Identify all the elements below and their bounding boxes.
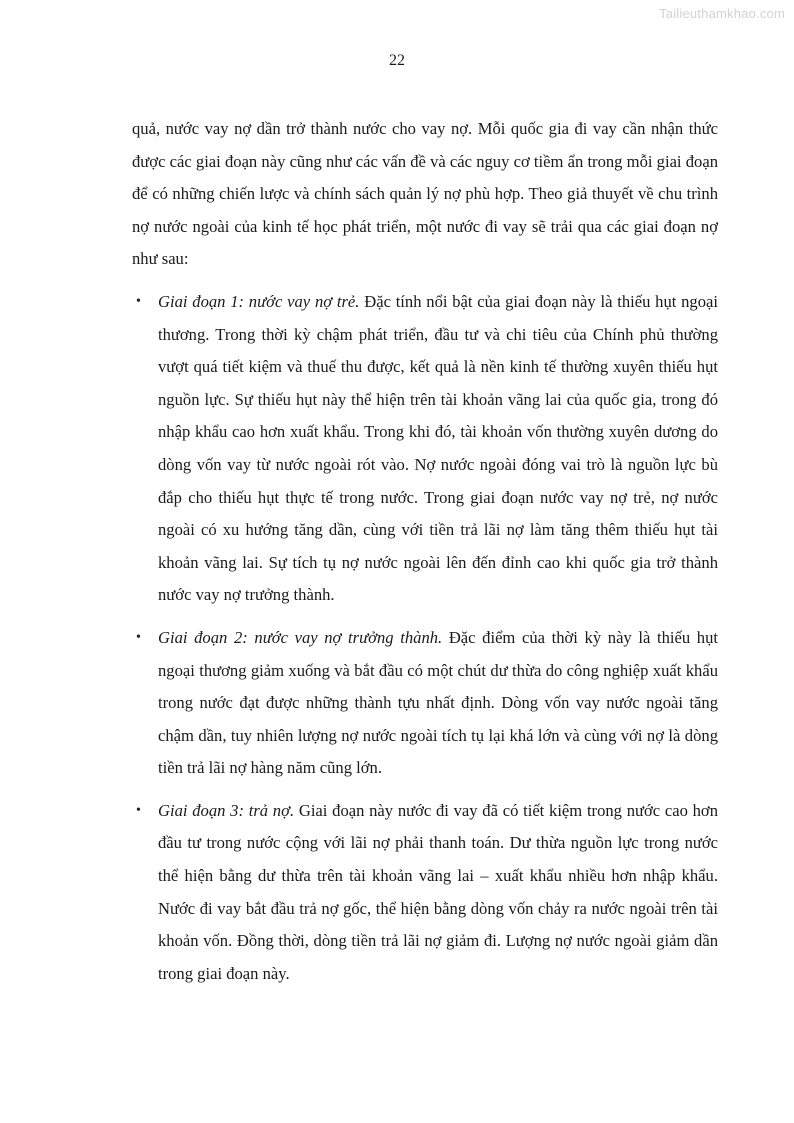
stage-2-text: Đặc điểm của thời kỳ này là thiếu hụt ngoại thương giảm xuống và bắt đầu có một chút dư thừa do công nghiệp xuất khẩu trong nước đạt được những thành tựu nhất định. Dòng vốn vay nước ngoài tăng chậm dần, tuy nhiên lượng nợ nước ngoài tích tụ lại khá lớn và cùng với nợ là dòng tiền trả lãi nợ hàng năm cũng lớn. (158, 627, 718, 778)
watermark: Tailieuthamkhao.com (659, 6, 785, 21)
bullet-icon: • (136, 629, 141, 645)
page-body (132, 113, 718, 990)
stage-3-text: Giai đoạn này nước đi vay đã có tiết kiệm trong nước cao hơn đầu tư trong nước cộng với lãi nợ phải thanh toán. Dư thừa nguồn lực trong nước thể hiện bằng dư thừa trên tài khoản vãng lai – xuất khẩu nhiều hơn nhập khẩu. Nước đi vay bắt đầu trả nợ gốc, thể hiện bằng dòng vốn chảy ra nước ngoài trên tài khoản vốn. Đồng thời, dòng tiền trả lãi nợ giảm đi. Lượng nợ nước ngoài giảm dần trong giai đoạn này. (158, 800, 718, 983)
bullet-icon: • (136, 802, 141, 818)
stage-2-term: Giai đoạn 2: nước vay nợ trưởng thành. (158, 627, 443, 647)
stage-1-term: Giai đoạn 1: nước vay nợ trẻ. (158, 291, 360, 311)
stage-list (132, 286, 718, 990)
stage-1-text: Đặc tính nổi bật của giai đoạn này là thiếu hụt ngoại thương. Trong thời kỳ chậm phát triển, đầu tư và chi tiêu của Chính phủ thường vượt quá tiết kiệm và thuế thu được, kết quả là nền kinh tế thường xuyên thiếu hụt nguồn lực. Sự thiếu hụt này thể hiện trên tài khoản vãng lai của quốc gia, trong đó nhập khẩu cao hơn xuất khẩu. Trong khi đó, tài khoản vốn thường xuyên dương do dòng vốn vay từ nước ngoài rót vào. Nợ nước ngoài đóng vai trò là nguồn lực bù đắp cho thiếu hụt thực tế trong nước. Trong giai đoạn nước vay nợ trẻ, nợ nước ngoài có xu hướng tăng dần, cùng với tiền trả lãi nợ làm tăng thêm thiếu hụt tài khoản vãng lai. Sự tích tụ nợ nước ngoài lên đến đỉnh cao khi quốc gia trở thành nước vay nợ trưởng thành. (158, 291, 719, 605)
list-item-stage-1 (132, 286, 718, 612)
list-item-stage-3 (132, 795, 718, 991)
bullet-icon: • (136, 293, 141, 309)
page-number: 22 (389, 52, 405, 69)
stage-3-term: Giai đoạn 3: trả nợ. (158, 800, 295, 820)
intro-paragraph: quả, nước vay nợ dần trở thành nước cho vay nợ. Mỗi quốc gia đi vay cần nhận thức được các giai đoạn này cũng như các vấn đề và các nguy cơ tiềm ẩn trong mỗi giai đoạn để có những chiến lược và chính sách quản lý nợ phù hợp. Theo giả thuyết về chu trình nợ nước ngoài của kinh tế học phát triển, một nước đi vay sẽ trải qua các giai đoạn nợ như sau: (132, 119, 718, 269)
list-item-stage-2 (132, 622, 718, 785)
